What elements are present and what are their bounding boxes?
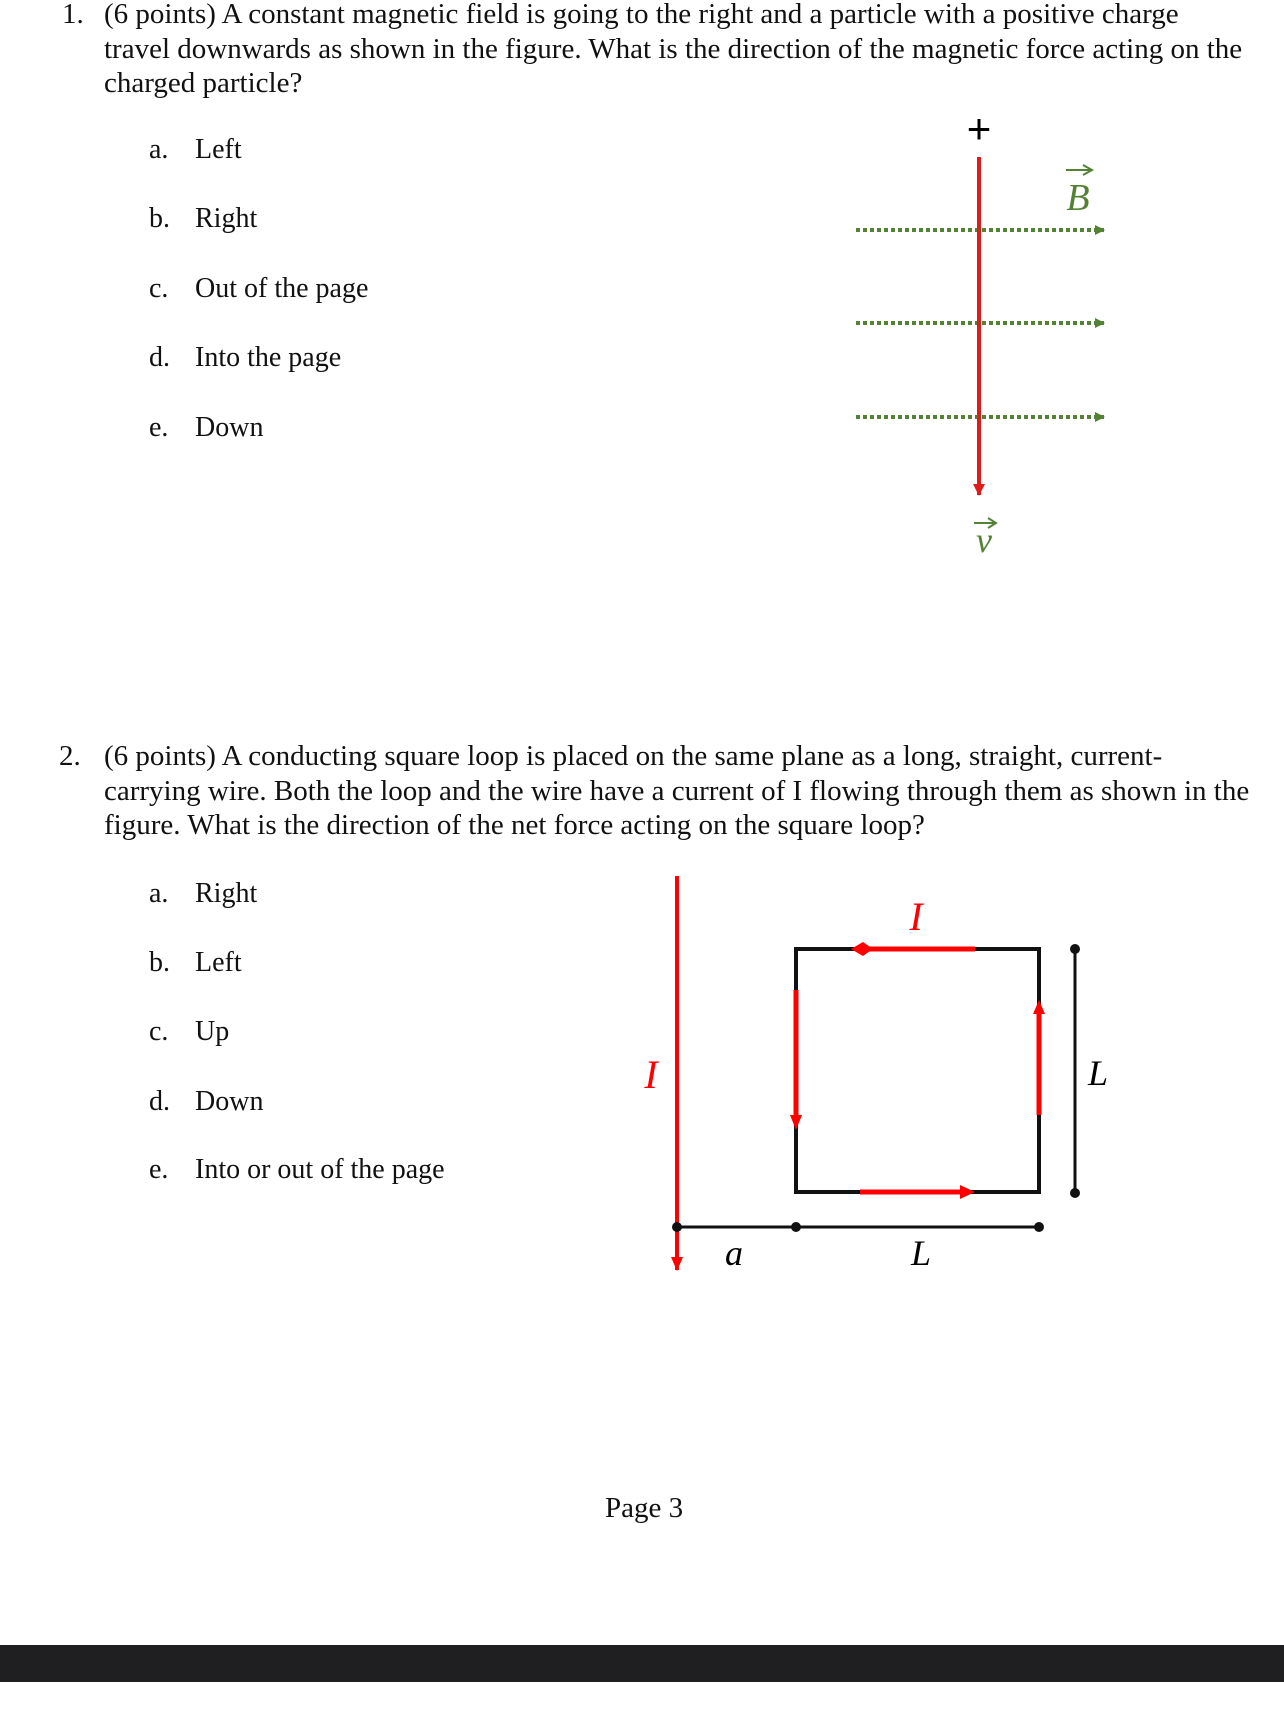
bottom-toolbar-strip (0, 1645, 1284, 1682)
distance-label: a (725, 1233, 743, 1273)
option-letter: d. (149, 1086, 170, 1117)
question-2-text: (6 points) A conducting square loop is placed on the same plane as a long, straight, current-carrying wire. Both the loop and the wire have a current of I flowing through them as shown in the figure. What is the direction of the net force acting on the square loop? (104, 740, 1250, 841)
option-letter: b. (149, 947, 170, 978)
option-letter: d. (149, 342, 170, 373)
loop-current-label: I (909, 894, 923, 939)
option-text: Right (195, 878, 258, 909)
option-letter: c. (149, 273, 169, 304)
option-text: Left (195, 947, 242, 978)
loop-bottom-arrowhead-icon (960, 1185, 975, 1199)
option-text: Right (195, 203, 258, 234)
option-letter: c. (149, 1016, 169, 1047)
option-text: Up (195, 1016, 230, 1047)
option-letter: a. (149, 878, 169, 909)
wire-current-label: I (644, 1052, 658, 1097)
question-2-number: 2. (59, 740, 81, 772)
option-text: Down (195, 412, 264, 443)
loop-top-arrowhead-icon (851, 942, 873, 956)
field-label: B (1066, 177, 1090, 219)
velocity-label: v (976, 520, 992, 560)
dimension-dot (1070, 944, 1080, 954)
loop-left-arrowhead-icon (790, 1115, 802, 1130)
dimension-dot (1034, 1222, 1044, 1232)
page-number: Page 3 (605, 1492, 684, 1524)
loop-right-arrowhead-icon (1033, 1000, 1045, 1014)
option-text: Into the page (195, 342, 342, 373)
option-text: Out of the page (195, 273, 369, 304)
option-text: Down (195, 1086, 264, 1117)
question-1-text: (6 points) A constant magnetic field is going to the right and a particle with a positive charge travel downwards as shown in the figure. What is the direction of the magnetic force acting on the charged particle? (104, 0, 1243, 99)
dimension-dot (1070, 1188, 1080, 1198)
question-1-number: 1. (62, 0, 84, 30)
option-text: Into or out of the page (195, 1154, 445, 1185)
option-letter: e. (149, 412, 169, 443)
square-loop (796, 949, 1039, 1192)
charge-sign: + (966, 105, 992, 152)
width-label: L (910, 1233, 932, 1273)
option-letter: a. (149, 134, 169, 165)
option-letter: e. (149, 1154, 169, 1185)
dimension-dot (672, 1222, 682, 1232)
height-label: L (1087, 1053, 1109, 1093)
option-text: Left (195, 134, 242, 165)
dimension-dot (791, 1222, 801, 1232)
option-letter: b. (149, 203, 170, 234)
